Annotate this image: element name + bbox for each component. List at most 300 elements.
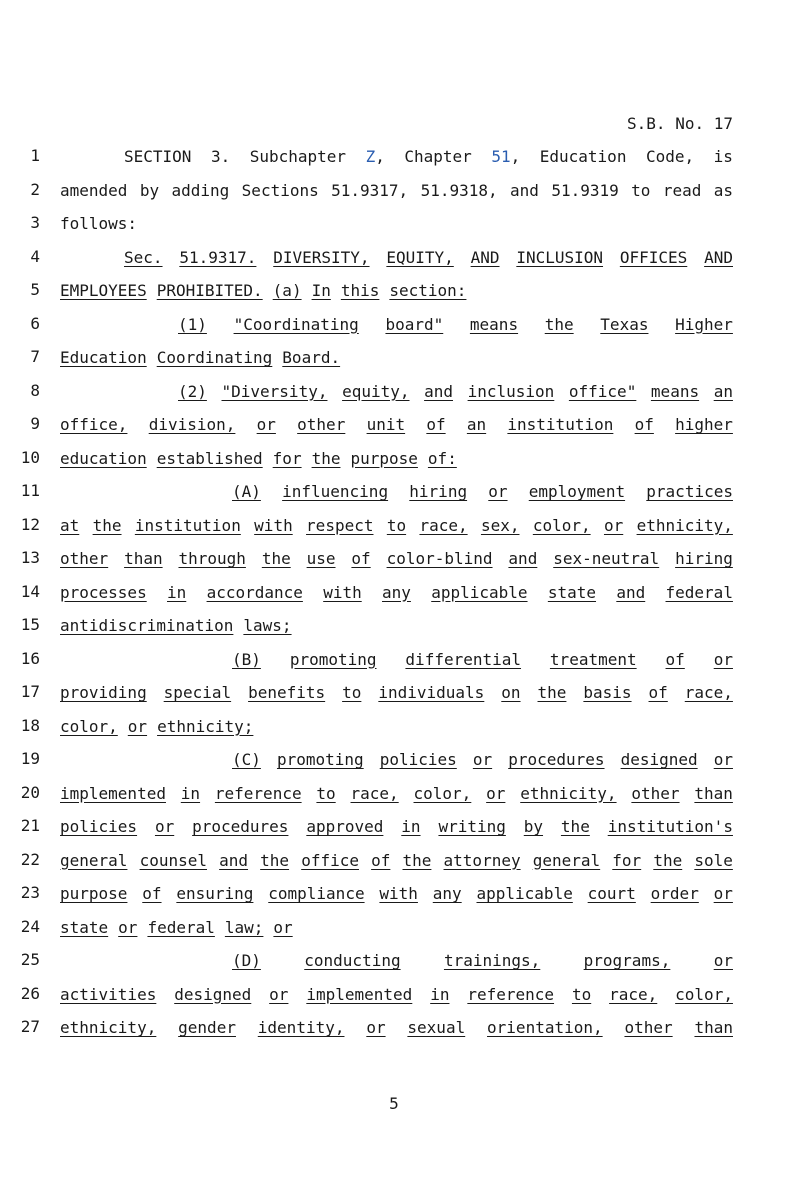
word-text: (C) bbox=[232, 750, 261, 769]
line-word bbox=[178, 1017, 236, 1039]
word-text: and bbox=[219, 850, 249, 870]
word-text: trainings, bbox=[443, 951, 541, 970]
line-word bbox=[124, 548, 163, 570]
word-text: attorney bbox=[443, 850, 521, 870]
line-word bbox=[258, 1017, 345, 1039]
word-text: 51.9318, bbox=[420, 180, 498, 200]
word-text: INCLUSION bbox=[516, 247, 604, 267]
line-word bbox=[157, 280, 263, 302]
line-word bbox=[307, 548, 336, 570]
word-text: (A) bbox=[232, 482, 261, 501]
line-word bbox=[550, 649, 637, 671]
word-text: benefits bbox=[248, 683, 326, 702]
word-text: Chapter bbox=[404, 147, 472, 166]
word-text: counsel bbox=[139, 850, 207, 870]
word-text: , bbox=[375, 147, 385, 166]
bill-line bbox=[0, 846, 788, 880]
word-text: of bbox=[371, 850, 391, 870]
bill-line bbox=[0, 343, 788, 377]
word-text: designed bbox=[620, 750, 698, 769]
bill-line bbox=[0, 377, 788, 411]
line-word bbox=[232, 649, 261, 671]
word-text: any bbox=[432, 884, 462, 903]
word-text: purpose bbox=[350, 448, 418, 468]
word-text: and bbox=[510, 180, 539, 200]
line-word bbox=[694, 783, 733, 805]
line-word bbox=[404, 146, 471, 168]
line-word bbox=[60, 682, 147, 704]
line-word bbox=[260, 850, 289, 872]
line-word bbox=[533, 515, 591, 537]
line-word bbox=[620, 247, 687, 269]
line-word bbox=[60, 582, 147, 604]
word-text: Code, bbox=[645, 147, 695, 166]
statute-link[interactable]: Z bbox=[365, 147, 376, 166]
line-text bbox=[60, 582, 733, 604]
line-word bbox=[520, 783, 616, 805]
word-text: read bbox=[662, 180, 702, 200]
line-word bbox=[646, 146, 694, 168]
word-text: Sec. bbox=[124, 247, 163, 267]
line-word bbox=[675, 984, 733, 1006]
word-text: color, bbox=[532, 515, 591, 535]
line-text bbox=[60, 984, 733, 1006]
bill-line bbox=[0, 276, 788, 310]
line-word bbox=[714, 950, 733, 972]
line-word bbox=[714, 180, 733, 202]
line-word bbox=[149, 414, 236, 436]
word-text: state bbox=[547, 582, 597, 602]
line-word bbox=[486, 783, 505, 805]
word-text: differential bbox=[405, 649, 522, 669]
line-word bbox=[405, 649, 521, 671]
word-text: unit bbox=[366, 415, 406, 434]
bill-line bbox=[0, 310, 788, 344]
line-word bbox=[222, 381, 328, 403]
word-text: policies bbox=[379, 750, 457, 769]
line-text bbox=[60, 883, 733, 905]
page-number: 5 bbox=[389, 1094, 399, 1113]
line-word bbox=[438, 816, 505, 838]
bill-number-header: S.B. No. 17 bbox=[627, 114, 733, 133]
line-word bbox=[477, 883, 573, 905]
bill-line bbox=[0, 1013, 788, 1047]
line-word bbox=[407, 1017, 465, 1039]
line-word bbox=[248, 682, 325, 704]
word-text: federal bbox=[665, 582, 733, 602]
line-word bbox=[569, 381, 636, 403]
line-word bbox=[93, 515, 122, 537]
line-text bbox=[60, 1017, 733, 1039]
line-word bbox=[273, 247, 369, 269]
line-word bbox=[414, 783, 472, 805]
line-word bbox=[694, 1017, 733, 1039]
line-number: 21 bbox=[20, 816, 40, 835]
line-text bbox=[60, 682, 733, 704]
word-text: sex-neutral bbox=[553, 549, 660, 568]
line-word bbox=[430, 984, 449, 1006]
line-word bbox=[468, 381, 555, 403]
line-text bbox=[60, 548, 733, 570]
word-text: applicable bbox=[476, 884, 573, 903]
line-word bbox=[262, 548, 291, 570]
line-word bbox=[635, 414, 654, 436]
line-number: 22 bbox=[20, 849, 40, 869]
word-text: and bbox=[424, 381, 453, 401]
line-number: 14 bbox=[20, 581, 40, 601]
line-word bbox=[282, 347, 340, 369]
line-word bbox=[178, 314, 207, 336]
line-word bbox=[714, 749, 733, 771]
word-text: of bbox=[426, 415, 446, 434]
word-text: this bbox=[340, 281, 380, 300]
line-word bbox=[524, 816, 543, 838]
word-text: education bbox=[60, 448, 147, 468]
word-text: color-blind bbox=[386, 549, 493, 568]
word-text: or bbox=[713, 649, 733, 669]
word-text: compliance bbox=[268, 884, 365, 903]
line-word bbox=[508, 548, 537, 570]
line-text bbox=[60, 850, 733, 872]
line-word bbox=[426, 414, 445, 436]
bill-line bbox=[0, 611, 788, 645]
bill-line bbox=[0, 444, 788, 478]
word-text: general bbox=[532, 850, 601, 870]
line-number: 3 bbox=[30, 213, 40, 232]
word-text: section: bbox=[389, 281, 467, 300]
line-number: 25 bbox=[20, 950, 40, 969]
word-text: (1) bbox=[178, 314, 207, 334]
word-text: race, bbox=[350, 783, 399, 803]
word-text: implemented bbox=[306, 984, 413, 1004]
word-text: or bbox=[127, 716, 148, 736]
word-text: at bbox=[60, 515, 80, 535]
word-text: division, bbox=[148, 415, 236, 434]
line-word bbox=[331, 180, 408, 202]
word-text: 51.9317, bbox=[331, 180, 409, 200]
word-text: other bbox=[60, 549, 109, 568]
line-word bbox=[124, 247, 163, 269]
line-text bbox=[60, 381, 733, 403]
line-word bbox=[608, 816, 733, 838]
line-number: 15 bbox=[20, 615, 40, 634]
word-text: processes bbox=[60, 582, 147, 602]
word-text: in bbox=[430, 984, 450, 1004]
word-text: with bbox=[254, 515, 293, 535]
bill-line bbox=[0, 243, 788, 277]
word-text: or bbox=[488, 482, 508, 501]
line-word bbox=[225, 917, 264, 939]
line-word bbox=[714, 649, 733, 671]
line-word bbox=[433, 883, 462, 905]
word-text: ethnicity, bbox=[636, 515, 733, 535]
word-text: means bbox=[469, 314, 519, 334]
line-word bbox=[140, 180, 159, 202]
line-word bbox=[401, 816, 420, 838]
word-text: race, bbox=[684, 683, 733, 702]
line-word bbox=[60, 850, 127, 872]
word-text: approved bbox=[306, 817, 384, 836]
line-word bbox=[403, 850, 432, 872]
word-text: office, bbox=[60, 415, 128, 434]
line-word bbox=[232, 950, 261, 972]
statute-link[interactable]: 51 bbox=[491, 147, 511, 166]
line-number: 23 bbox=[20, 883, 40, 902]
line-word bbox=[561, 816, 590, 838]
line-word bbox=[584, 950, 671, 972]
line-word bbox=[714, 146, 733, 168]
word-text: Subchapter bbox=[249, 147, 347, 166]
word-text: board" bbox=[385, 314, 444, 334]
line-number: 12 bbox=[20, 514, 40, 534]
line-number: 16 bbox=[20, 648, 40, 668]
word-text: purpose bbox=[60, 884, 128, 903]
word-text: hiring bbox=[409, 482, 468, 501]
word-text: equity, bbox=[342, 381, 410, 401]
line-word bbox=[378, 682, 484, 704]
line-word bbox=[538, 682, 567, 704]
line-word bbox=[444, 950, 540, 972]
bill-line bbox=[0, 410, 788, 444]
line-word bbox=[529, 481, 625, 503]
line-word bbox=[488, 481, 507, 503]
line-text bbox=[60, 280, 733, 302]
line-word bbox=[588, 883, 636, 905]
word-text: EMPLOYEES bbox=[60, 281, 147, 300]
bill-line bbox=[0, 209, 788, 243]
line-word bbox=[624, 1017, 672, 1039]
word-text: or bbox=[472, 750, 493, 769]
line-text bbox=[60, 917, 733, 939]
line-text bbox=[60, 314, 733, 336]
line-word bbox=[467, 414, 486, 436]
line-text bbox=[60, 448, 733, 470]
word-text: with bbox=[379, 884, 418, 903]
word-text: than bbox=[694, 783, 733, 803]
word-text: for bbox=[612, 850, 642, 870]
word-text: by bbox=[523, 817, 544, 836]
word-text: , bbox=[510, 147, 521, 166]
word-text: the bbox=[544, 314, 574, 334]
word-text: an bbox=[713, 381, 733, 401]
word-text: practices bbox=[646, 482, 733, 501]
line-word bbox=[306, 816, 383, 838]
word-text: and bbox=[616, 582, 646, 602]
line-word bbox=[387, 515, 406, 537]
line-text bbox=[60, 716, 733, 738]
word-text: of bbox=[142, 884, 162, 903]
line-word bbox=[178, 381, 207, 403]
word-text: inclusion bbox=[467, 381, 555, 401]
word-text: or bbox=[269, 984, 289, 1004]
bill-line bbox=[0, 544, 788, 578]
word-text: than bbox=[694, 1018, 733, 1037]
line-word bbox=[306, 515, 373, 537]
word-text: AND bbox=[470, 247, 500, 267]
line-word bbox=[545, 314, 574, 336]
word-text: amended bbox=[60, 180, 128, 200]
word-text: reference bbox=[214, 783, 302, 803]
word-text: means bbox=[650, 381, 700, 401]
word-text: influencing bbox=[282, 482, 389, 501]
word-text: the bbox=[537, 683, 567, 702]
line-text bbox=[60, 146, 733, 168]
word-text: for bbox=[272, 448, 302, 468]
word-text: established bbox=[156, 448, 263, 468]
line-text bbox=[60, 180, 733, 202]
word-text: to bbox=[571, 984, 592, 1004]
word-text: ethnicity; bbox=[157, 716, 254, 736]
bill-line bbox=[0, 879, 788, 913]
line-word bbox=[60, 347, 147, 369]
line-word bbox=[583, 682, 631, 704]
line-word bbox=[273, 917, 292, 939]
word-text: the bbox=[260, 850, 290, 870]
line-word bbox=[473, 749, 492, 771]
word-text: Board. bbox=[282, 348, 341, 367]
word-text: writing bbox=[438, 817, 506, 836]
line-word bbox=[273, 448, 302, 470]
word-text: state bbox=[60, 917, 109, 937]
line-word bbox=[351, 783, 399, 805]
bill-text-body bbox=[0, 142, 788, 1047]
line-number: 18 bbox=[20, 715, 40, 735]
line-word bbox=[60, 548, 108, 570]
word-text: basis bbox=[583, 683, 632, 702]
line-number: 7 bbox=[30, 347, 40, 366]
line-word bbox=[60, 783, 166, 805]
line-word bbox=[306, 984, 412, 1006]
line-word bbox=[341, 280, 380, 302]
word-text: 51.9319 bbox=[551, 180, 619, 200]
line-word bbox=[242, 180, 319, 202]
word-text: of bbox=[634, 415, 654, 434]
line-word bbox=[118, 917, 137, 939]
line-word bbox=[675, 414, 733, 436]
line-word bbox=[128, 716, 147, 738]
word-text: individuals bbox=[378, 683, 485, 702]
line-word bbox=[616, 582, 645, 604]
word-text: general bbox=[60, 850, 128, 870]
line-number: 26 bbox=[20, 983, 40, 1003]
word-text: law; bbox=[224, 917, 264, 937]
word-text: (B) bbox=[232, 649, 261, 669]
line-word bbox=[637, 515, 733, 537]
word-text: to bbox=[316, 783, 336, 803]
word-text: is bbox=[713, 147, 733, 166]
word-text: office bbox=[301, 850, 359, 870]
line-word bbox=[301, 850, 359, 872]
word-text: procedures bbox=[508, 750, 605, 769]
line-word bbox=[367, 414, 406, 436]
line-word bbox=[651, 883, 699, 905]
word-text: institution bbox=[507, 415, 614, 434]
line-word bbox=[155, 816, 174, 838]
bill-line bbox=[0, 980, 788, 1014]
line-word bbox=[501, 682, 520, 704]
word-text: sex, bbox=[480, 515, 520, 535]
bill-line bbox=[0, 578, 788, 612]
line-word bbox=[533, 850, 600, 872]
word-text: in bbox=[180, 783, 201, 803]
word-text: treatment bbox=[549, 649, 637, 669]
line-word bbox=[342, 381, 409, 403]
line-text bbox=[60, 783, 733, 805]
line-word bbox=[646, 481, 733, 503]
word-text: through bbox=[178, 549, 246, 568]
word-text: of: bbox=[427, 448, 457, 468]
line-word bbox=[366, 1017, 385, 1039]
line-word bbox=[704, 247, 733, 269]
word-text: hiring bbox=[675, 549, 733, 568]
line-text bbox=[60, 347, 733, 369]
line-word bbox=[269, 984, 288, 1006]
line-word bbox=[379, 883, 418, 905]
line-word bbox=[651, 381, 699, 403]
word-text: activities bbox=[60, 984, 157, 1004]
word-text: or bbox=[154, 817, 175, 836]
line-word bbox=[387, 548, 493, 570]
bill-line bbox=[0, 477, 788, 511]
line-word bbox=[491, 146, 520, 168]
line-word bbox=[192, 816, 288, 838]
word-text: accordance bbox=[206, 582, 303, 602]
line-word bbox=[666, 582, 733, 604]
line-number: 5 bbox=[30, 280, 40, 299]
word-text: institution's bbox=[607, 817, 733, 836]
line-word bbox=[382, 582, 411, 604]
line-number: 4 bbox=[30, 246, 40, 266]
word-text: or bbox=[256, 415, 276, 434]
line-word bbox=[604, 515, 623, 537]
word-text: office" bbox=[568, 381, 637, 401]
line-word bbox=[419, 515, 467, 537]
line-word bbox=[179, 247, 256, 269]
line-word bbox=[380, 749, 457, 771]
line-word bbox=[467, 984, 554, 1006]
word-text: to bbox=[342, 683, 362, 702]
word-text: laws; bbox=[243, 616, 292, 635]
line-word bbox=[60, 917, 108, 939]
word-text: or bbox=[713, 884, 733, 903]
line-number: 27 bbox=[20, 1017, 40, 1036]
line-word bbox=[215, 783, 302, 805]
word-text: color, bbox=[60, 716, 118, 736]
word-text: Sections bbox=[241, 180, 319, 200]
word-text: gender bbox=[178, 1018, 236, 1037]
line-word bbox=[171, 180, 229, 202]
bill-line bbox=[0, 913, 788, 947]
word-text: or bbox=[273, 917, 293, 937]
line-word bbox=[178, 548, 245, 570]
word-text: Coordinating bbox=[156, 348, 273, 367]
line-word bbox=[350, 448, 417, 470]
line-word bbox=[60, 448, 147, 470]
word-text: promoting bbox=[276, 750, 364, 769]
line-word bbox=[510, 180, 539, 202]
line-word bbox=[60, 414, 127, 436]
line-word bbox=[553, 548, 659, 570]
word-text: conducting bbox=[304, 951, 401, 970]
word-text: federal bbox=[147, 917, 215, 937]
line-word bbox=[481, 515, 520, 537]
word-text: "Coordinating bbox=[233, 314, 359, 334]
word-text: DIVERSITY, bbox=[273, 247, 370, 267]
line-word bbox=[282, 481, 388, 503]
word-text: sexual bbox=[407, 1018, 466, 1037]
line-word bbox=[507, 414, 613, 436]
bill-line bbox=[0, 645, 788, 679]
